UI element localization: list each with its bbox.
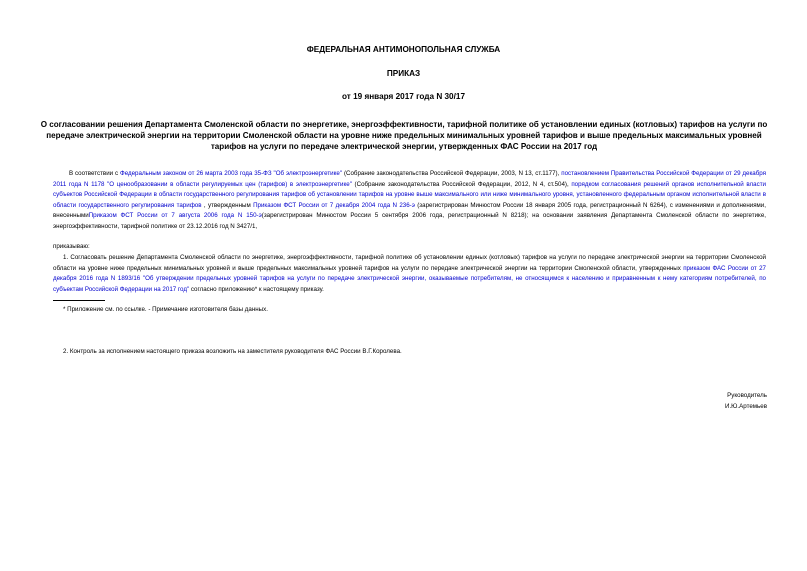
signature-name: И.Ю.Артемьев xyxy=(725,403,767,410)
agency-name: ФЕДЕРАЛЬНАЯ АНТИМОНОПОЛЬНАЯ СЛУЖБА xyxy=(306,45,501,54)
preamble-text-4: , утвержденным xyxy=(201,201,254,209)
link-fas-order-1893[interactable]: приказом ФАС России от 27 декабря 2016 года N 1893/16 "Об утверждении предельных уровней тарифов на услуги по передаче электрической энергии, оказываемые потребителям, не относящимся к населению и приравненным к нему категориям потребителей, по субъектам Российской Федерации на 2017 год" xyxy=(53,264,766,293)
preamble-text-1: В соответствии с xyxy=(69,170,120,177)
order-item-2: 2. Контроль за исполнением настоящего приказа возложить на заместителя руководителя ФАС России В.Г.Королева. xyxy=(63,348,402,355)
preamble-text-3: (Собрание законодательства Российской Федерации, 2012, N 4, ст.504), xyxy=(351,180,572,188)
preamble-text-2: (Собрание законодательства Российской Федерации, 2003, N 13, ст.1177), xyxy=(342,170,562,177)
signature-role: Руководитель xyxy=(727,392,767,399)
document-type: ПРИКАЗ xyxy=(386,69,421,78)
preamble-paragraph xyxy=(53,169,766,233)
link-government-decree[interactable]: постановлением Правительства Российской Федерации от 29 декабря 2011 года N 1178 "О ценообразовании в области регулируемых цен (тарифов) в электроэнергетике" xyxy=(53,170,767,188)
item1-text-2: согласно приложению* к настоящему приказу. xyxy=(189,285,324,293)
preamble-text-6: (зарегистрирован Минюстом России 5 сентября 2006 года, регистрационный N 8218); на основании заявления Департамента Смоленской области по энергетике, энергоэффективности, тарифной политике от 23.12.2016 год N 3427/1, xyxy=(53,212,766,230)
link-fst-order-150[interactable]: Приказом ФСТ России от 7 августа 2006 года N 150-э xyxy=(88,212,262,220)
link-fst-order-236[interactable]: Приказом ФСТ России от 7 декабря 2004 года N 236-э xyxy=(253,201,415,209)
link-federal-law[interactable]: Федеральным законом от 26 марта 2003 года 35-ФЗ "Об электроэнергетике" xyxy=(120,170,343,177)
link-approval-procedure[interactable]: порядком согласования решений органов исполнительной власти субъектов Российской Федерации в области государственного регулирования тарифов об установлении тарифов на уровне выше максимального или ниже минимального уровня, установленного федеральным органом исполнительной власти в области государственного регулирования тарифов xyxy=(53,180,766,209)
document-title: О согласовании решения Департамента Смоленской области по энергетике, энергоэффективности, тарифной политике об установлении единых (котловых) тарифов на услуги по передаче электрической энергии на территории Смоленской области на уровне ниже предельных минимальных уровней тарифов и выше предельных максимальных уровней тарифов на услуги по передаче электрической энергии, утвержденных ФАС России на 2017 год xyxy=(40,120,768,151)
order-item-1 xyxy=(53,253,766,295)
preamble-text-5: (зарегистрирован Минюстом России 18 января 2005 года, регистрационный N 6264), с изменениями и дополнениями, внесенными xyxy=(53,201,766,220)
footnote: * Приложение см. по ссылке. - Примечание изготовителя базы данных. xyxy=(63,306,268,313)
document-date: от 19 января 2017 года N 30/17 xyxy=(342,92,465,101)
order-word: приказываю: xyxy=(53,243,90,250)
footnote-divider xyxy=(53,300,105,301)
item1-text-1: 1. Согласовать решение Департамента Смоленской области по энергетике, энергоэффективности, тарифной политике об установлении единых (котловых) тарифов на услуги по передаче электрической энергии на территории Смоленской области на уровне ниже предельных минимальных уровней и выше предельных максимальных уровней тарифов на услуги по передаче электрической энергии на территории Смоленской области, утвержденных xyxy=(53,254,766,272)
